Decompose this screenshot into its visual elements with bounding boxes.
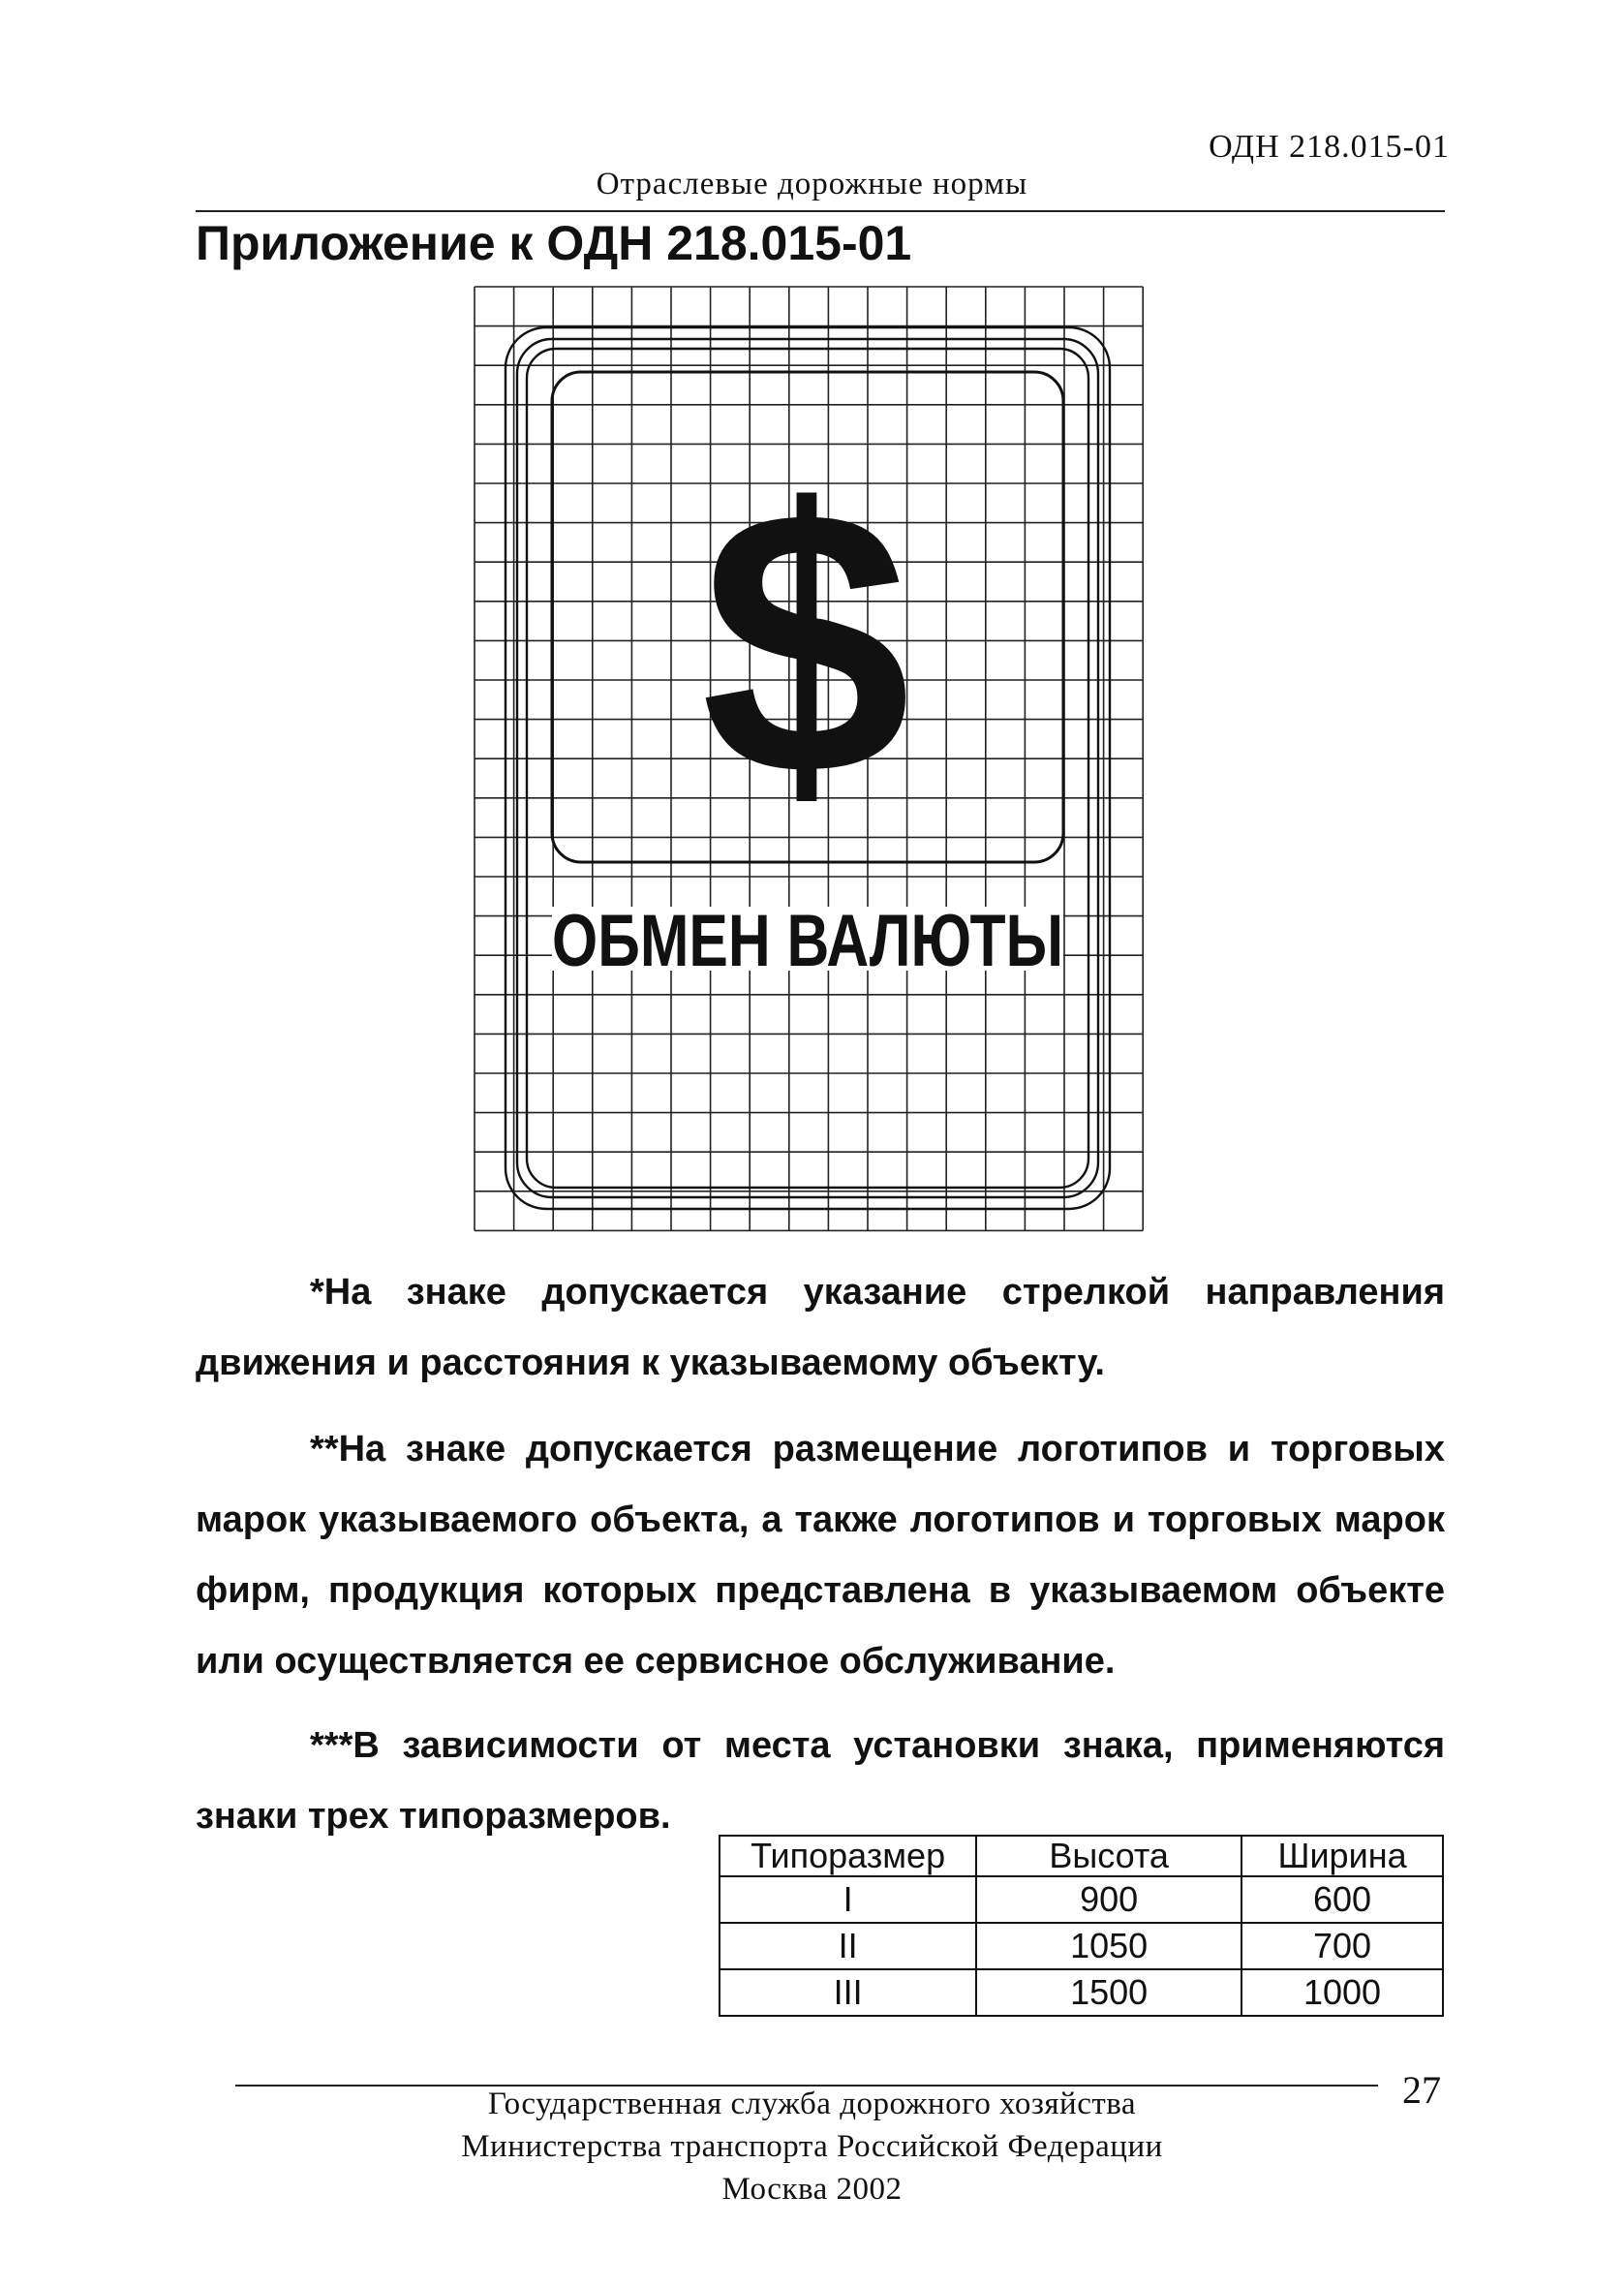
note-text: **На знаке допускается размещение логотипов и торговых марок указываемого объекта, а также логотипов и торговых марок фирм, продукция которых представлена в указываемом объекте или осуществляется ее сервисное обслуживание. bbox=[196, 1429, 1445, 1682]
appendix-title: Приложение к ОДН 218.015-01 bbox=[196, 216, 912, 270]
document-code: ОДН 218.015-01 bbox=[1209, 129, 1450, 165]
dollar-icon: $ bbox=[700, 431, 911, 853]
footer bbox=[0, 2083, 1624, 2211]
footer-line: Государственная служба дорожного хозяйства bbox=[487, 2087, 1137, 2121]
table-header-row bbox=[720, 1836, 1443, 1876]
table-cell: I bbox=[720, 1876, 976, 1923]
sign-caption: ОБМЕН ВАЛЮТЫ bbox=[552, 900, 1063, 982]
table-cell: 1000 bbox=[1241, 1969, 1443, 2016]
table-cell: 1500 bbox=[976, 1969, 1241, 2016]
table-cell: 600 bbox=[1241, 1876, 1443, 1923]
table-header: Ширина bbox=[1241, 1836, 1443, 1876]
footer-line: Москва 2002 bbox=[721, 2172, 903, 2207]
table-cell: III bbox=[720, 1969, 976, 2016]
table-row bbox=[720, 1923, 1443, 1969]
page-number: 27 bbox=[1402, 2068, 1441, 2112]
size-table bbox=[719, 1835, 1444, 2017]
header-title: Отраслевые дорожные нормы bbox=[596, 167, 1028, 201]
table-cell: 700 bbox=[1241, 1923, 1443, 1969]
table-header: Типоразмер bbox=[720, 1836, 976, 1876]
note-sizes bbox=[196, 1711, 1445, 1852]
note-text: *На знаке допускается указание стрелкой направления движения и расстояния к указываемому объекту. bbox=[196, 1272, 1445, 1383]
note-text: ***В зависимости от места установки знака, применяются знаки трех типоразмеров. bbox=[196, 1725, 1445, 1837]
footer-line: Министерства транспорта Российской Федерации bbox=[461, 2129, 1163, 2164]
header-rule bbox=[196, 210, 1445, 212]
table-cell: 1050 bbox=[976, 1923, 1241, 1969]
note-direction bbox=[196, 1257, 1445, 1399]
table-header: Высота bbox=[976, 1836, 1241, 1876]
sign-drawing bbox=[465, 279, 1152, 1257]
table-row bbox=[720, 1876, 1443, 1923]
table-cell: II bbox=[720, 1923, 976, 1969]
table-row bbox=[720, 1969, 1443, 2016]
table-cell: 900 bbox=[976, 1876, 1241, 1923]
note-logos bbox=[196, 1414, 1445, 1697]
